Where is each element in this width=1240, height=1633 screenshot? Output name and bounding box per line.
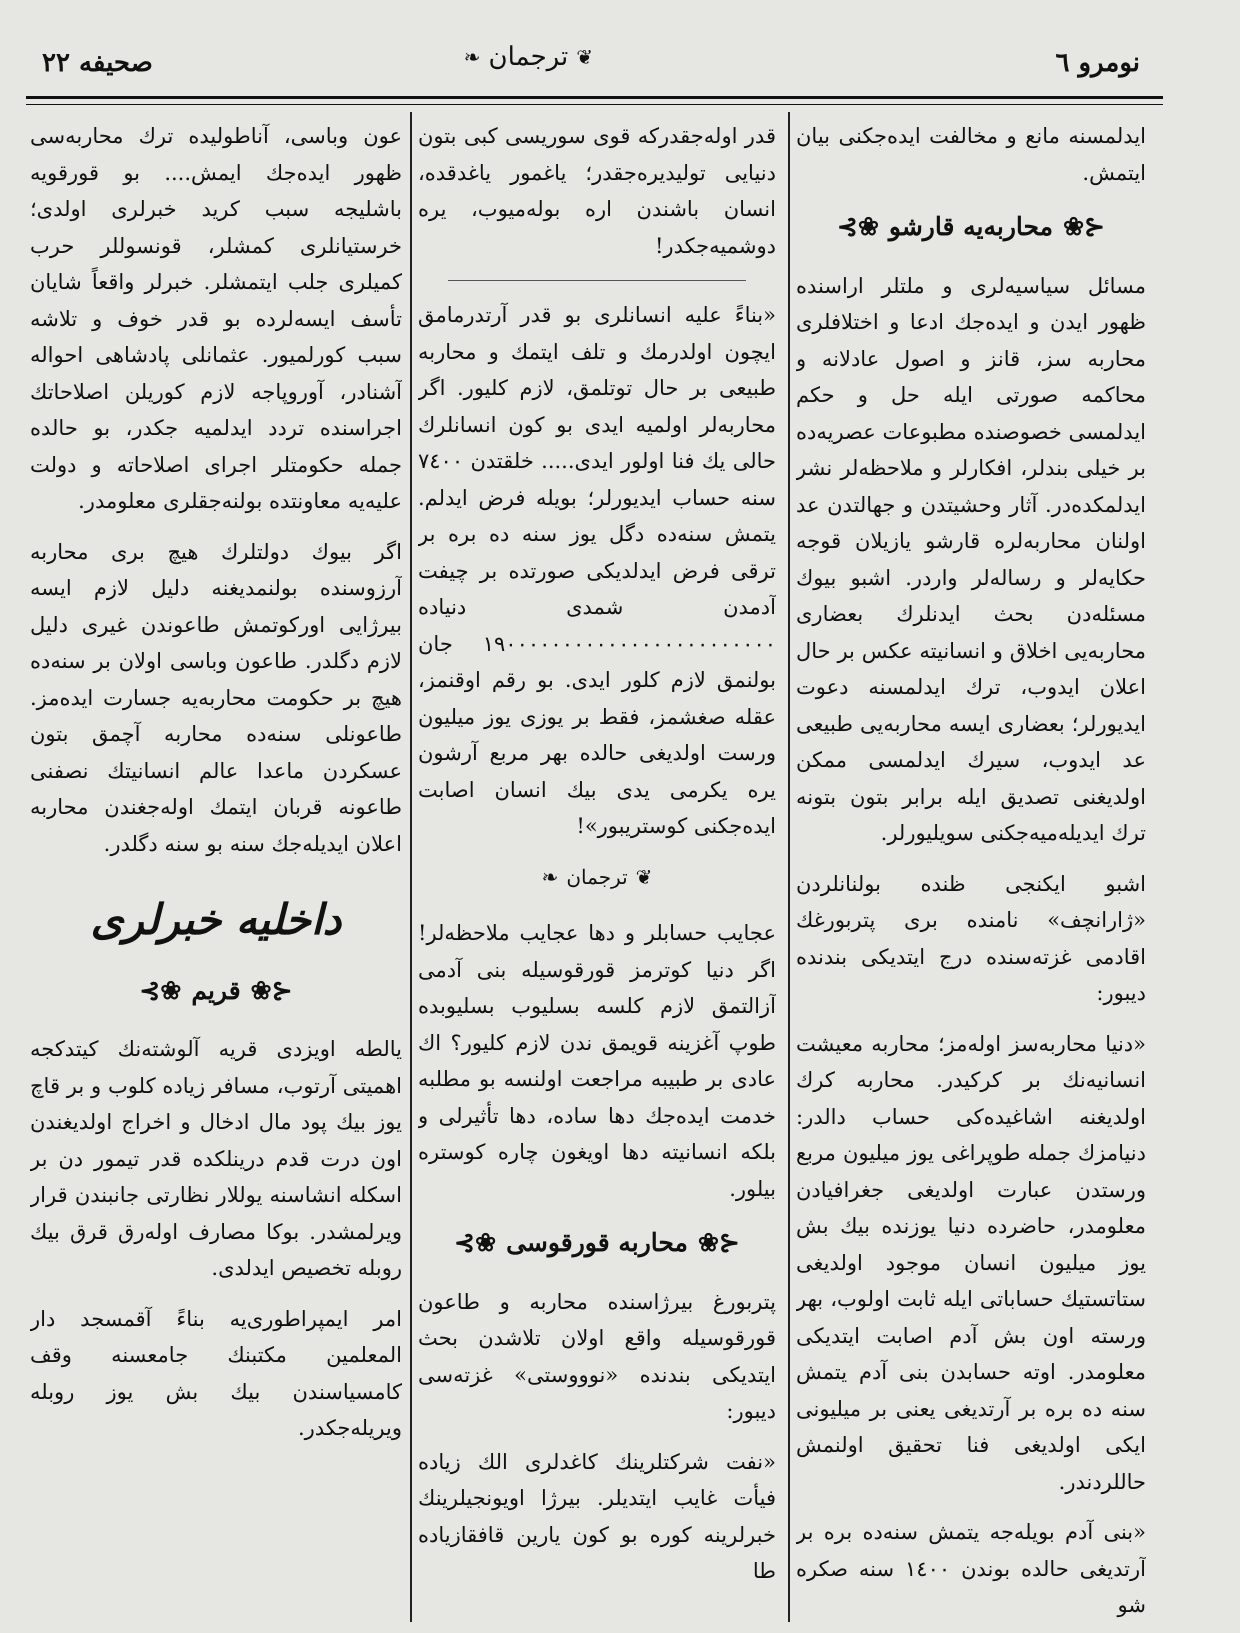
section-heading — [30, 973, 402, 1010]
section-heading — [796, 209, 1146, 246]
section-title: داخليه خبرلرى — [90, 895, 342, 944]
heading-text: ترجمان — [566, 864, 628, 889]
newspaper-title: ترجمان — [488, 42, 569, 72]
ornament-icon: ⊰❀ — [697, 1228, 740, 1257]
paragraph: قدر اوله‌جقدركه قوى سوريسى كبى بتون دنيايى توليديره‌جقدر؛ ياغمور ياغدقده، انسان باشندن اره بوله‌ميوب، يره دوشميه‌جكدر! — [418, 124, 776, 258]
ornament-icon: ❦ — [576, 45, 593, 69]
issue-number: نومرو ٦ — [1055, 48, 1140, 78]
paragraph: مسائل سياسيه‌لرى و ملتلر اراسنده ظهور ايدن و ايده‌جك ادعا و اختلافلرى محاربه سز، قانز و اصول عادلانه و محاكمه صورتى ايله حل و حكم ايدلمسى خصوصنده مطبوعات عصريه‌ده بر خيلى بندلر، افكارلر و ملاحظه‌لر نشر ايدلمكده‌در. آثار وحشيتدن و جهالتدن عد اولنان محاربه‌لره قارشو يازيلان قوجه حكايه‌لر و رساله‌لر واردر. اشبو بيوك مسئله‌دن بحث ايدنلرك بعضارى محاربه‌يى اخلاق و انسانيته عكس بر حال اعلان ايدوب، ترك ايدلمسنه دعوت ايديورلر؛ بعضارى ايسه محاربه‌يى طبيعى عد ايدوب، سيرك ايدلمسى ممكن اولديغنى تصديق ايله برابر بتون بتونه ترك ايديله‌ميه‌جكنى سويليورلر. — [796, 273, 1146, 845]
ornament-icon: ❀⊱ — [454, 1228, 497, 1257]
column-right — [796, 118, 1146, 1618]
section-heading — [418, 1225, 776, 1262]
ornament-icon: ⊰❀ — [1063, 212, 1105, 241]
ornament-icon: ❦ — [635, 864, 653, 889]
section-heading — [418, 859, 776, 896]
ornament-icon: ❧ — [463, 45, 481, 69]
paragraph: «بناءً عليه انسانلرى بو قدر آرتدرمامق ايچون اولدرمك و تلف ايتمك و محاربه طبيعى بر حال توتلمق، لازم كليور. اگر محاربه‌لر اولميه ايدى بو كون انسانلرك حالى يك فنا اولور ايدى..... خلقتدن ٧٤٠٠ سنه حساب ايديورلر؛ بويله فرض ايدلم. يتمش سنه‌ده دگل يوز سنه ده بره بر ترقى فرض ايدلديكى صورتده بر چيفت آدمدن شمدى دنياده ١٩٠٠٠٠٠٠٠٠٠٠٠٠٠٠٠٠٠٠٠٠٠٠٠٠ جان بولنمق لازم كلور ايدى. بو رقم اوقنمز، عقله صغشمز، فقط بر يوزى يوز ميليون ورست اولديغى حالده بهر مربع آرشون يره يكرمى يدى بيك انسان اصابت ايده‌جكنى كوستريبور»! — [418, 303, 776, 838]
page-number: صحيفه ٢٢ — [42, 48, 153, 78]
column-middle — [418, 118, 776, 1618]
heading-text: قريم — [191, 975, 241, 1005]
heading-text: محاربه‌يه قارشو — [888, 212, 1054, 241]
paragraph: اگر بيوك دولتلرك هيچ برى محاربه آرزوسنده بولنمديغنه دليل لازم ايسه بيرژايى اوركوتمش طاعوندن غيرى دليل لازم دگلدر. طاعون وباسى اولان بر سنه‌ده هيچ بر حكومت محاربه‌يه جسارت ايده‌مز. طاعونلى سنه‌ده محاربه آچمق بتون عسكردن ماعدا عالم انسانيتك نصفنى طاعونه قربان ايتمك اوله‌جغندن محاربه اعلان ايديله‌جك سنه بو سنه دگلدر. — [30, 539, 402, 856]
paragraph: «نفت شركتلرينك كاغدلرى الك زياده فيأت غايب ايتديلر. بيرژا اويونجيلرينك خبرلرينه كوره بو كون يارين قافقازياده طا — [418, 1449, 776, 1583]
column-divider — [788, 112, 790, 1622]
paragraph: پتربورغ بيرژاسنده محاربه و طاعون قورقوسيله واقع اولان تلاشدن بحث ايتديكى بندنده «نوووستى» غزته‌سى ديبور: — [418, 1289, 776, 1423]
column-left — [30, 118, 402, 1618]
ornament-icon: ❧ — [541, 864, 559, 889]
separator — [448, 280, 746, 281]
paragraph: يالطه اويزدى قريه آلوشته‌نك كيتدكجه اهميتى آرتوب، مسافر زياده كلوب و بر قاچ يوز بيك پود مال ادخال و اخراج اولديغندن اون درت قدم درينلكده قدر تيمور دن بر اسكله انشاسنه يوللار نظارتى جانبندن قرار ويرلمشدر. بوكا مصارف اوله‌رق قرق بيك روبله تخصيص ايدلدى. — [30, 1037, 402, 1280]
page-header — [28, 42, 1158, 92]
paragraph: امر ايمپراطورى‌يه بناءً آقمسجد دار المعلمين مكتبنك جامعسنه وقف كامسياسندن بيك بش يوز روبله ويريله‌جكدر. — [30, 1306, 402, 1440]
paragraph: «دنيا محاربه‌سز اوله‌مز؛ محاربه معيشت انسانيه‌نك بر كركيدر. محاربه كرك اولديغنه اشاغيده‌كى حساب دالدر: دنيامزك جمله طوپراغى يوز ميليون مربع ورستدن عبارت اولديغى جغرافيادن معلومدر، حاضرده دنيا يوزنده بيك بش يوز ميليون انسان موجود اولديغى ستاتستيك حساباتى ايله ثابت اولوب، بهر ورسته اون بش آدم اصابت ايتديكى معلومدر. اوته حسابدن بنى آدم يتمش سنه ده بره بر آرتديغى يعنى بر ميليونى ايكى اولديغى فنا تحقيق اولنمش حاللردندر. — [796, 1031, 1146, 1494]
header-rule — [26, 96, 1163, 99]
ornament-icon: ⊰❀ — [250, 975, 293, 1005]
header-rule-thin — [26, 104, 1163, 105]
paragraph: عجايب حسابلر و دها عجايب ملاحظه‌لر! اگر دنيا كوترمز قورقوسيله بنى آدمى آزالتمق لازم كلسه بسليوب بسليوبده طوپ آغزينه قويمق ندن لازم كليور؟ اك عادى بر طبيبه مراجعت اولنسه بو مطلبه خدمت ايده‌جك دها ساده، دها تأثيرلى و بلكه انسانيته دها اويغون چاره كوستره بيلور. — [418, 921, 776, 1201]
paragraph: «بنى آدم بويله‌جه يتمش سنه‌ده بره بر آرتديغى حالده بوندن ١٤٠٠ سنه صكره شو — [796, 1520, 1146, 1617]
ornament-icon: ❀⊱ — [837, 212, 879, 241]
paragraph: ايدلمسنه مانع و مخالفت ايده‌جكنى بيان ايتمش. — [796, 124, 1146, 185]
paragraph: اشبو ايكنجى ظنده بولنانلردن «ژارانچف» نامنده برى پتربورغك اقادمى غزته‌سنده درج ايتديكى بندنده ديبور: — [796, 871, 1146, 1005]
column-divider — [410, 112, 412, 1622]
heading-text: محاربه قورقوسى — [506, 1228, 688, 1257]
paragraph: عون وباسى، آناطوليده ترك محاربه‌سى ظهور ايده‌جك ايمش.... بو قورقويه باشليجه سبب كريد خبرلرى اولدى؛ خرستيانلرى كمشلر، قونسوللر حرب كميلرى جلب ايتمشلر. خبرلر واقعاً شايان تأسف ايسه‌لرده بو قدر خوف و تلاشه سبب كورلميور. عثمانلى پادشاهى احواله آشنادر، آوروپاجه لازم كوريلن اصلاحاتك اجراسنده تردد ايدلميه جكدر، بو حالده جمله حكومتلر اجراى اصلاحاته و دولت عليه‌يه معاونتده بولنه‌جقلرى معلومدر. — [30, 124, 402, 513]
ornament-icon: ❀⊱ — [139, 975, 182, 1005]
